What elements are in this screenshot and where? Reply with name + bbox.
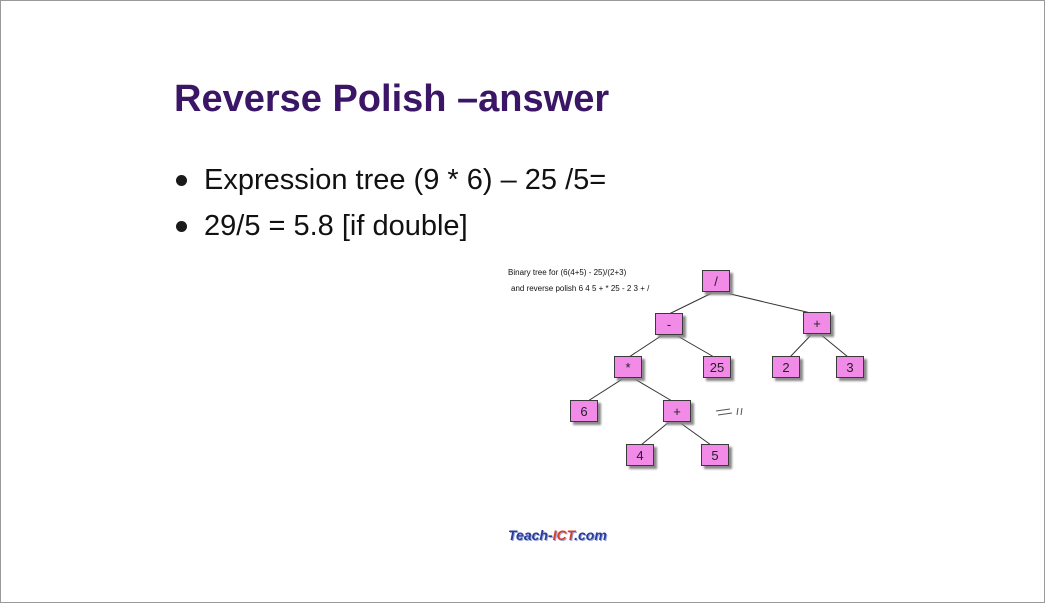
tree-node-times: * [614,356,642,378]
tree-node-root: / [702,270,730,292]
tree-node-plus-right: + [803,312,831,334]
tree-caption-line-1: Binary tree for (6(4+5) - 25)/(2+3) [508,268,627,277]
edge-times-plus [633,378,672,401]
tree-node-plus-inner: + [663,400,691,422]
edge-times-6 [588,378,624,401]
bullet-text: Expression tree (9 * 6) – 25 /5= [204,164,607,196]
edge-root-plus [722,292,815,314]
edge-plus-4 [641,422,669,445]
tree-node-4: 4 [626,444,654,466]
tree-node-6: 6 [570,400,598,422]
bullet-text: 29/5 = 5.8 [if double] [204,210,468,242]
tree-node-3: 3 [836,356,864,378]
edge-plus-2 [790,334,812,357]
tree-node-2: 2 [772,356,800,378]
edge-plus-3 [820,334,848,357]
tree-node-25: 25 [703,356,731,378]
teach-ict-logo: Teach-ICT.com [508,527,607,543]
handwritten-mark-icon [712,402,752,422]
slide-title: Reverse Polish –answer [174,78,610,120]
tree-node-5: 5 [701,444,729,466]
tree-node-minus: - [655,313,683,335]
edge-minus-25 [674,334,714,357]
edge-plus-5 [679,422,711,445]
edge-root-minus [669,292,714,314]
edge-minus-times [629,334,664,357]
tree-caption-line-2: and reverse polish 6 4 5 + * 25 - 2 3 + / [511,284,650,293]
